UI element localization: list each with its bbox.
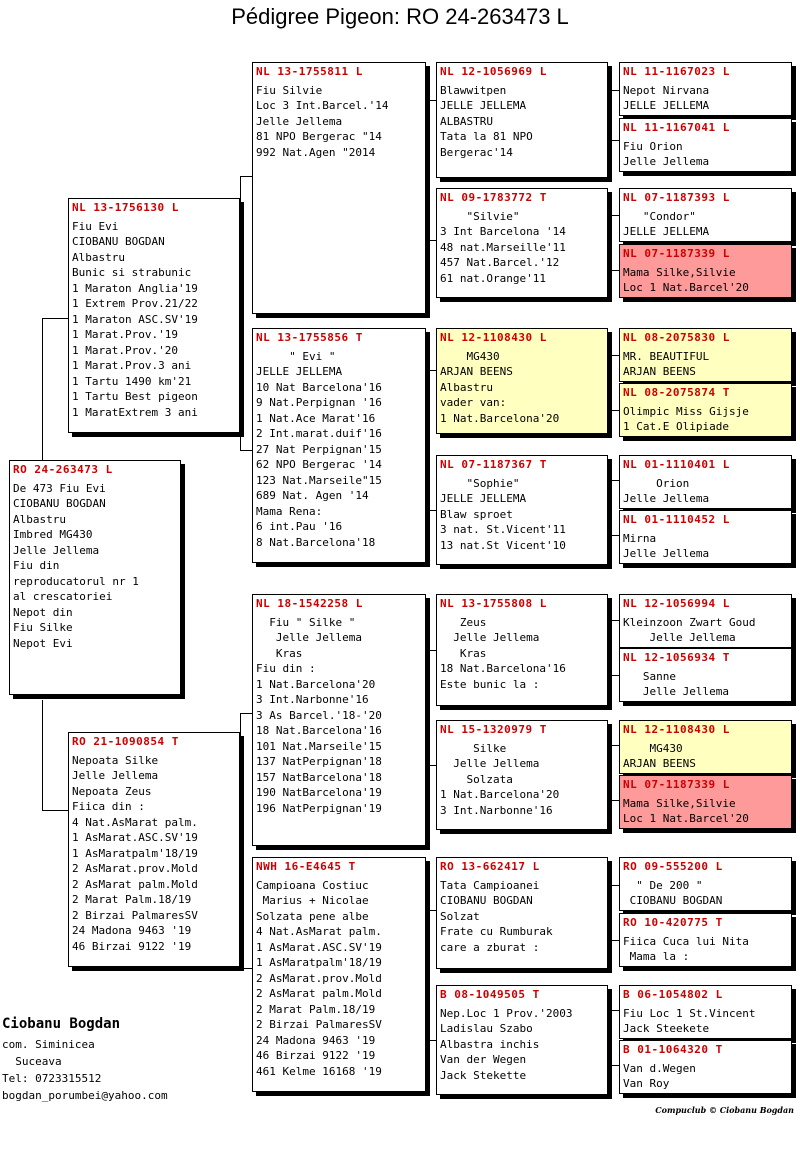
bird-info-line: Van Roy — [623, 1077, 670, 1090]
bird-info-line: JELLE JELLEMA — [440, 99, 527, 112]
connector-line — [426, 910, 427, 1040]
connector-line — [426, 910, 436, 911]
sssd-card — [619, 118, 792, 172]
connector-line — [240, 305, 241, 450]
bird-info-line: Solzata pene albe — [256, 909, 369, 923]
sds-card — [436, 328, 608, 434]
bird-info-line: Kras — [256, 646, 303, 660]
bird-info-line: Jelle Jellema — [440, 631, 540, 644]
dss-card — [436, 594, 608, 706]
bird-info-line: 1 Nat.Barcelona'20 — [440, 788, 560, 801]
bird-info-line: MG430 — [623, 741, 683, 755]
connector-line — [610, 1065, 619, 1066]
bird-info-line: 2 AsMarat.prov.Mold — [256, 971, 382, 985]
ring-number: NL 12-1056969 L — [440, 65, 547, 78]
ring-number: NL 13-1756130 L — [72, 201, 179, 214]
bird-info-line: Blaw sproet — [440, 507, 513, 521]
bird-info-line: Jelle Jellema — [256, 631, 362, 644]
bird-info-line: Fiu din — [13, 559, 60, 572]
copyright-note: Compuclub © Ciobanu Bogdan — [655, 1105, 794, 1115]
ring-number: NL 13-1755856 T — [256, 331, 363, 344]
bird-info-line: CIOBANU BOGDAN — [13, 497, 106, 510]
bird-info-line: Fiu " Silke " — [256, 615, 356, 629]
bird-info-line: JELLE JELLEMA — [623, 99, 710, 112]
bird-info-line: 1 Tartu Best pigeon — [72, 390, 198, 403]
connector-line — [426, 370, 427, 510]
connector-line — [610, 885, 619, 886]
ring-number: NL 12-1108430 L — [623, 723, 730, 736]
dam-dam-card — [252, 857, 426, 1092]
connector-line — [610, 1010, 611, 1065]
dds-card — [436, 857, 608, 969]
ring-number: NL 07-1187339 L — [623, 778, 730, 791]
connector-line — [610, 270, 619, 271]
bird-info-line: 4 Nat.AsMarat palm. — [72, 815, 198, 829]
bird-info-line: 1 Nat.Ace Marat'16 — [256, 411, 376, 425]
connector-line — [240, 778, 241, 968]
bird-info-line: 461 Kelme 16168 '19 — [256, 1064, 382, 1078]
bird-info-line: 8 Nat.Barcelona'18 — [256, 535, 376, 549]
ring-number: NL 12-1056994 L — [623, 597, 730, 610]
bird-info-line: Kleinzoon Zwart Goud — [623, 615, 756, 629]
bird-info-line: Fiu Loc 1 St.Vincent — [623, 1006, 756, 1020]
bird-info-line: Marius + Nicolae — [256, 894, 369, 907]
bird-info-line: 1 AsMarat.ASC.SV'19 — [72, 831, 198, 844]
bird-info-line: 457 Nat.Barcel.'12 — [440, 256, 560, 269]
ring-number: NL 12-1056934 T — [623, 651, 730, 664]
bird-info-line: "Condor" — [623, 209, 696, 223]
bird-info-line: 137 NatPerpignan'18 — [256, 755, 382, 768]
bird-info-line: Solzat — [440, 909, 480, 923]
bird-info-line: Kras — [440, 646, 487, 660]
bird-info-line: 46 Birzai 9122 '19 — [72, 939, 192, 953]
ring-number: B 01-1064320 T — [623, 1043, 723, 1056]
dsdd-card — [619, 775, 792, 829]
connector-line — [42, 700, 43, 810]
bird-info-line: Fiu Silvie — [256, 83, 323, 97]
bird-info-line: Nepot Nirvana — [623, 83, 710, 97]
bird-info-line: 1 Maraton ASC.SV'19 — [72, 312, 198, 326]
ring-number: NL 18-1542258 L — [256, 597, 363, 610]
bird-info-line: " Evi " — [256, 349, 336, 363]
ddsd-card — [619, 913, 792, 967]
sire-card — [68, 198, 240, 433]
bird-info-line: 2 AsMarat palm.Mold — [256, 987, 382, 1000]
bird-info-line: CIOBANU BOGDAN — [72, 235, 165, 248]
connector-line — [610, 90, 619, 91]
bird-info-line: Fiu din : — [256, 662, 316, 675]
bird-info-line: 10 Nat Barcelona'16 — [256, 380, 382, 394]
bird-info-line: Jelle Jellema — [623, 547, 710, 560]
bird-info-line: Loc 1 Nat.Barcel'20 — [623, 812, 749, 825]
ring-number: RO 10-420775 T — [623, 916, 723, 929]
bird-info-line: 123 Nat.Marseile"15 — [256, 473, 382, 487]
bird-info-line: 48 nat.Marseille'11 — [440, 240, 566, 254]
bird-info-line: 24 Madona 9463 '19 — [256, 1033, 376, 1047]
ssds-card — [619, 188, 792, 242]
bird-info-line: Solzata — [440, 772, 513, 786]
bird-info-line: 101 Nat.Marseile'15 — [256, 739, 382, 753]
bird-info-line: 2 Marat Palm.18/19 — [256, 1002, 376, 1016]
bird-info-line: 18 Nat.Barcelona'16 — [440, 662, 566, 675]
bird-info-line: Mirna — [623, 531, 657, 545]
bird-info-line: Jelle Jellema — [623, 685, 729, 698]
connector-line — [426, 650, 436, 651]
bird-info-line: 24 Madona 9463 '19 — [72, 924, 192, 937]
bird-info-line: 992 Nat.Agen "2014 — [256, 145, 376, 159]
bird-info-line: 3 As Barcel.'18-'20 — [256, 708, 382, 722]
ring-number: NL 07-1187339 L — [623, 247, 730, 260]
bird-info-line: JELLE JELLEMA — [440, 492, 527, 505]
ring-number: NL 15-1320979 T — [440, 723, 547, 736]
bird-info-line: 27 Nat Perpignan'15 — [256, 442, 382, 456]
bird-info-line: Bunic si strabunic — [72, 266, 192, 279]
connector-line — [610, 215, 619, 216]
bird-info-line: Fiu Evi — [72, 219, 119, 233]
bird-info-line: Fiu Orion — [623, 139, 683, 153]
bird-info-line: Jelle Jellema — [13, 543, 100, 557]
ssd-card — [436, 188, 608, 298]
bird-info-line: 1 Tartu 1490 km'21 — [72, 374, 192, 388]
bird-info-line: 1 Maraton Anglia'19 — [72, 281, 198, 295]
connector-line — [610, 90, 611, 140]
bird-info-line: 2 AsMarat palm.Mold — [72, 877, 198, 891]
bird-info-line: 1 AsMarat.ASC.SV'19 — [256, 940, 382, 954]
bird-info-line: Este bunic la : — [440, 677, 540, 691]
sss-card — [436, 62, 608, 178]
bird-info-line: al crescatoriei — [13, 590, 113, 603]
sire-dam-card — [252, 328, 426, 563]
connector-line — [240, 713, 241, 778]
bird-info-line: Van der Wegen — [440, 1053, 527, 1066]
ring-number: NL 08-2075874 T — [623, 386, 730, 399]
connector-line — [426, 1040, 436, 1041]
bird-info-line: Albastru — [13, 512, 66, 526]
bird-info-line: care a zburat : — [440, 940, 540, 954]
bird-info-line: Sanne — [623, 669, 676, 683]
dsds-card — [619, 720, 792, 774]
bird-info-line: Jelle Jellema — [623, 631, 736, 644]
bird-info-line: Fiica Cuca lui Nita — [623, 934, 749, 948]
bird-info-line: Albastra inchis — [440, 1037, 540, 1051]
dssd-card — [619, 648, 792, 702]
bird-info-line: 157 NatBarcelona'18 — [256, 770, 382, 784]
bird-info-line: 1 MaratExtrem 3 ani — [72, 405, 198, 419]
connector-line — [610, 480, 619, 481]
bird-info-line: Tata la 81 NPO — [440, 130, 533, 143]
sddd-card — [619, 510, 792, 564]
bird-info-line: Albastru — [440, 380, 493, 394]
dddd-card — [619, 1040, 792, 1094]
ring-number: NL 01-1110452 L — [623, 513, 730, 526]
bird-info-line: ALBASTRU — [440, 114, 493, 128]
dsd-card — [436, 720, 608, 830]
bird-info-line: 1 Marat.Prov.'20 — [72, 343, 178, 357]
bird-info-line: Loc 1 Nat.Barcel'20 — [623, 281, 749, 294]
bird-info-line: Loc 3 Int.Barcel.'14 — [256, 99, 389, 112]
bird-info-line: 2 Birzai PalmaresSV — [72, 908, 198, 922]
ring-number: NWH 16-E4645 T — [256, 860, 356, 873]
dam-card — [68, 732, 240, 967]
bird-info-line: " De 200 " — [623, 878, 703, 892]
connector-line — [610, 140, 619, 141]
bird-info-line: Nepoata Silke — [72, 753, 159, 767]
ring-number: RO 21-1090854 T — [72, 735, 179, 748]
bird-info-line: Bergerac'14 — [440, 145, 513, 159]
bird-info-line: 81 NPO Bergerac "14 — [256, 130, 382, 143]
ring-number: RO 13-662417 L — [440, 860, 540, 873]
connector-line — [610, 355, 611, 410]
connector-line — [610, 215, 611, 270]
bird-info-line: ARJAN BEENS — [623, 365, 696, 378]
bird-info-line: Jack Steekete — [623, 1022, 710, 1035]
bird-info-line: 3 Int.Narbonne'16 — [440, 803, 553, 817]
connector-line — [426, 240, 436, 241]
connector-line — [610, 410, 619, 411]
sdds-card — [619, 455, 792, 509]
bird-info-line: 3 nat. St.Vicent'11 — [440, 523, 566, 536]
connector-line — [610, 745, 611, 800]
sdsd-card — [619, 383, 792, 437]
bird-info-line: MR. BEAUTIFUL — [623, 349, 710, 363]
ssdd-card — [619, 244, 792, 298]
connector-line — [610, 885, 611, 940]
connector-line — [610, 355, 619, 356]
connector-line — [610, 480, 611, 535]
connector-line — [426, 510, 436, 511]
breeder-address-line: Suceava — [2, 1055, 62, 1068]
connector-line — [426, 370, 436, 371]
bird-info-line: 3 Int.Narbonne'16 — [256, 693, 369, 706]
connector-line — [610, 1010, 619, 1011]
connector-line — [426, 100, 427, 240]
ddd-card — [436, 985, 608, 1095]
bird-info-line: Imbred MG430 — [13, 528, 93, 541]
ring-number: NL 11-1167023 L — [623, 65, 730, 78]
bird-info-line: 61 nat.Orange'11 — [440, 271, 546, 285]
ring-number: B 08-1049505 T — [440, 988, 540, 1001]
page-title: Pédigree Pigeon: RO 24-263473 L — [231, 4, 569, 29]
ring-number: RO 24-263473 L — [13, 463, 113, 476]
ddss-card — [619, 857, 792, 911]
connector-line — [426, 765, 436, 766]
bird-info-line: 18 Nat.Barcelona'16 — [256, 724, 382, 737]
connector-line — [426, 650, 427, 765]
bird-info-line: CIOBANU BOGDAN — [623, 894, 723, 907]
bird-info-line: 2 AsMarat.prov.Mold — [72, 862, 198, 875]
connector-line — [610, 745, 619, 746]
bird-info-line: ARJAN BEENS — [623, 757, 696, 770]
ssss-card — [619, 62, 792, 116]
bird-info-line: Nepot Evi — [13, 636, 73, 650]
bird-info-line: 190 NatBarcelona'19 — [256, 786, 382, 799]
bird-info-line: 1 Nat.Barcelona'20 — [440, 411, 560, 425]
bird-info-line: Fiica din : — [72, 800, 145, 813]
connector-line — [610, 535, 619, 536]
bird-info-line: 2 Int.marat.duif'16 — [256, 427, 382, 440]
connector-line — [42, 318, 43, 460]
breeder-phone: Tel: 0723315512 — [2, 1072, 102, 1085]
bird-info-line: Mama Silke,Silvie — [623, 265, 736, 279]
bird-info-line: Albastru — [72, 250, 125, 264]
bird-info-line: 9 Nat.Perpignan '16 — [256, 396, 382, 409]
bird-info-line: vader van: — [440, 396, 507, 409]
bird-info-line: 1 AsMaratpalm'18/19 — [72, 846, 198, 860]
bird-info-line: ARJAN BEENS — [440, 365, 513, 378]
connector-line — [42, 810, 69, 811]
ring-number: NL 13-1755811 L — [256, 65, 363, 78]
bird-info-line: Tata Campioanei — [440, 878, 540, 892]
bird-info-line: 1 AsMaratpalm'18/19 — [256, 956, 382, 969]
bird-info-line: 46 Birzai 9122 '19 — [256, 1049, 376, 1062]
bird-info-line: 1 Extrem Prov.21/22 — [72, 297, 198, 310]
ring-number: NL 07-1187367 T — [440, 458, 547, 471]
bird-info-line: 62 NPO Bergerac '14 — [256, 458, 382, 471]
bird-info-line: Jelle Jellema — [623, 155, 710, 168]
bird-info-line: Jack Stekette — [440, 1068, 527, 1082]
connector-line — [610, 620, 611, 675]
bird-info-line: Mama Rena: — [256, 504, 323, 518]
bird-info-line: CIOBANU BOGDAN — [440, 894, 533, 907]
bird-info-line: Mama la : — [623, 950, 690, 963]
bird-info-line: 6 int.Pau '16 — [256, 520, 343, 533]
bird-info-line: 13 nat.St Vicent'10 — [440, 538, 566, 552]
connector-line — [610, 940, 619, 941]
bird-info-line: Zeus — [440, 615, 487, 629]
bird-info-line: Campioana Costiuc — [256, 878, 369, 892]
dsss-card — [619, 594, 792, 648]
bird-info-line: reproducatorul nr 1 — [13, 574, 139, 588]
bird-info-line: Nepot din — [13, 605, 73, 619]
connector-line — [426, 100, 436, 101]
bird-info-line: Jelle Jellema — [623, 492, 710, 505]
breeder-address-line: com. Siminicea — [2, 1038, 95, 1051]
bird-info-line: "Silvie" — [440, 209, 520, 223]
ring-number: B 06-1054802 L — [623, 988, 723, 1001]
sdss-card — [619, 328, 792, 382]
bird-info-line: JELLE JELLEMA — [256, 365, 343, 378]
bird-info-line: 1 Marat.Prov.3 ani — [72, 359, 192, 372]
breeder-name: Ciobanu Bogdan — [2, 1016, 121, 1032]
bird-info-line: 689 Nat. Agen '14 — [256, 489, 369, 502]
bird-info-line: Fiu Silke — [13, 621, 73, 634]
bird-info-line: 2 Birzai PalmaresSV — [256, 1018, 382, 1031]
bird-info-line: Olimpic Miss Gijsje — [623, 404, 749, 418]
ring-number: NL 07-1187393 L — [623, 191, 730, 204]
dam-sire-card — [252, 594, 426, 846]
connector-line — [610, 800, 619, 801]
ring-number: NL 13-1755808 L — [440, 597, 547, 610]
ring-number: NL 08-2075830 L — [623, 331, 730, 344]
ring-number: RO 09-555200 L — [623, 860, 723, 873]
bird-info-line: 1 Cat.E Olipiade — [623, 420, 729, 433]
ring-number: NL 12-1108430 L — [440, 331, 547, 344]
bird-info-line: MG430 — [440, 349, 500, 363]
connector-line — [610, 620, 619, 621]
subject-bird-card — [9, 460, 181, 695]
bird-info-line: Ladislau Szabo — [440, 1022, 533, 1035]
ring-number: NL 09-1783772 T — [440, 191, 547, 204]
sire-sire-card — [252, 62, 426, 314]
bird-info-line: 196 NatPerpignan'19 — [256, 801, 382, 815]
bird-info-line: Jelle Jellema — [72, 769, 159, 782]
bird-info-line: Jelle Jellema — [440, 757, 540, 770]
bird-info-line: 4 Nat.AsMarat palm. — [256, 925, 382, 938]
bird-info-line: 1 Nat.Barcelona'20 — [256, 677, 376, 691]
bird-info-line: Silke — [440, 741, 507, 755]
sdd-card — [436, 455, 608, 565]
bird-info-line: Orion — [623, 476, 690, 490]
bird-info-line: Frate cu Rumburak — [440, 925, 553, 938]
connector-line — [42, 318, 69, 319]
ddds-card — [619, 985, 792, 1039]
bird-info-line: Van d.Wegen — [623, 1061, 696, 1075]
bird-info-line: Nep.Loc 1 Prov.'2003 — [440, 1006, 573, 1020]
bird-info-line: Jelle Jellema — [256, 114, 343, 128]
bird-info-line: 1 Marat.Prov.'19 — [72, 328, 178, 341]
connector-line — [240, 176, 241, 306]
bird-info-line: "Sophie" — [440, 476, 520, 490]
bird-info-line: JELLE JELLEMA — [623, 225, 710, 238]
connector-line — [610, 675, 619, 676]
bird-info-line: 2 Marat Palm.18/19 — [72, 893, 192, 906]
ring-number: NL 11-1167041 L — [623, 121, 730, 134]
bird-info-line: Mama Silke,Silvie — [623, 796, 736, 810]
bird-info-line: Blawwitpen — [440, 83, 507, 97]
breeder-email: bogdan_porumbei@yahoo.com — [2, 1089, 168, 1102]
bird-info-line: Nepoata Zeus — [72, 784, 152, 798]
bird-info-line: 3 Int Barcelona '14 — [440, 225, 566, 238]
ring-number: NL 01-1110401 L — [623, 458, 730, 471]
bird-info-line: De 473 Fiu Evi — [13, 481, 106, 495]
